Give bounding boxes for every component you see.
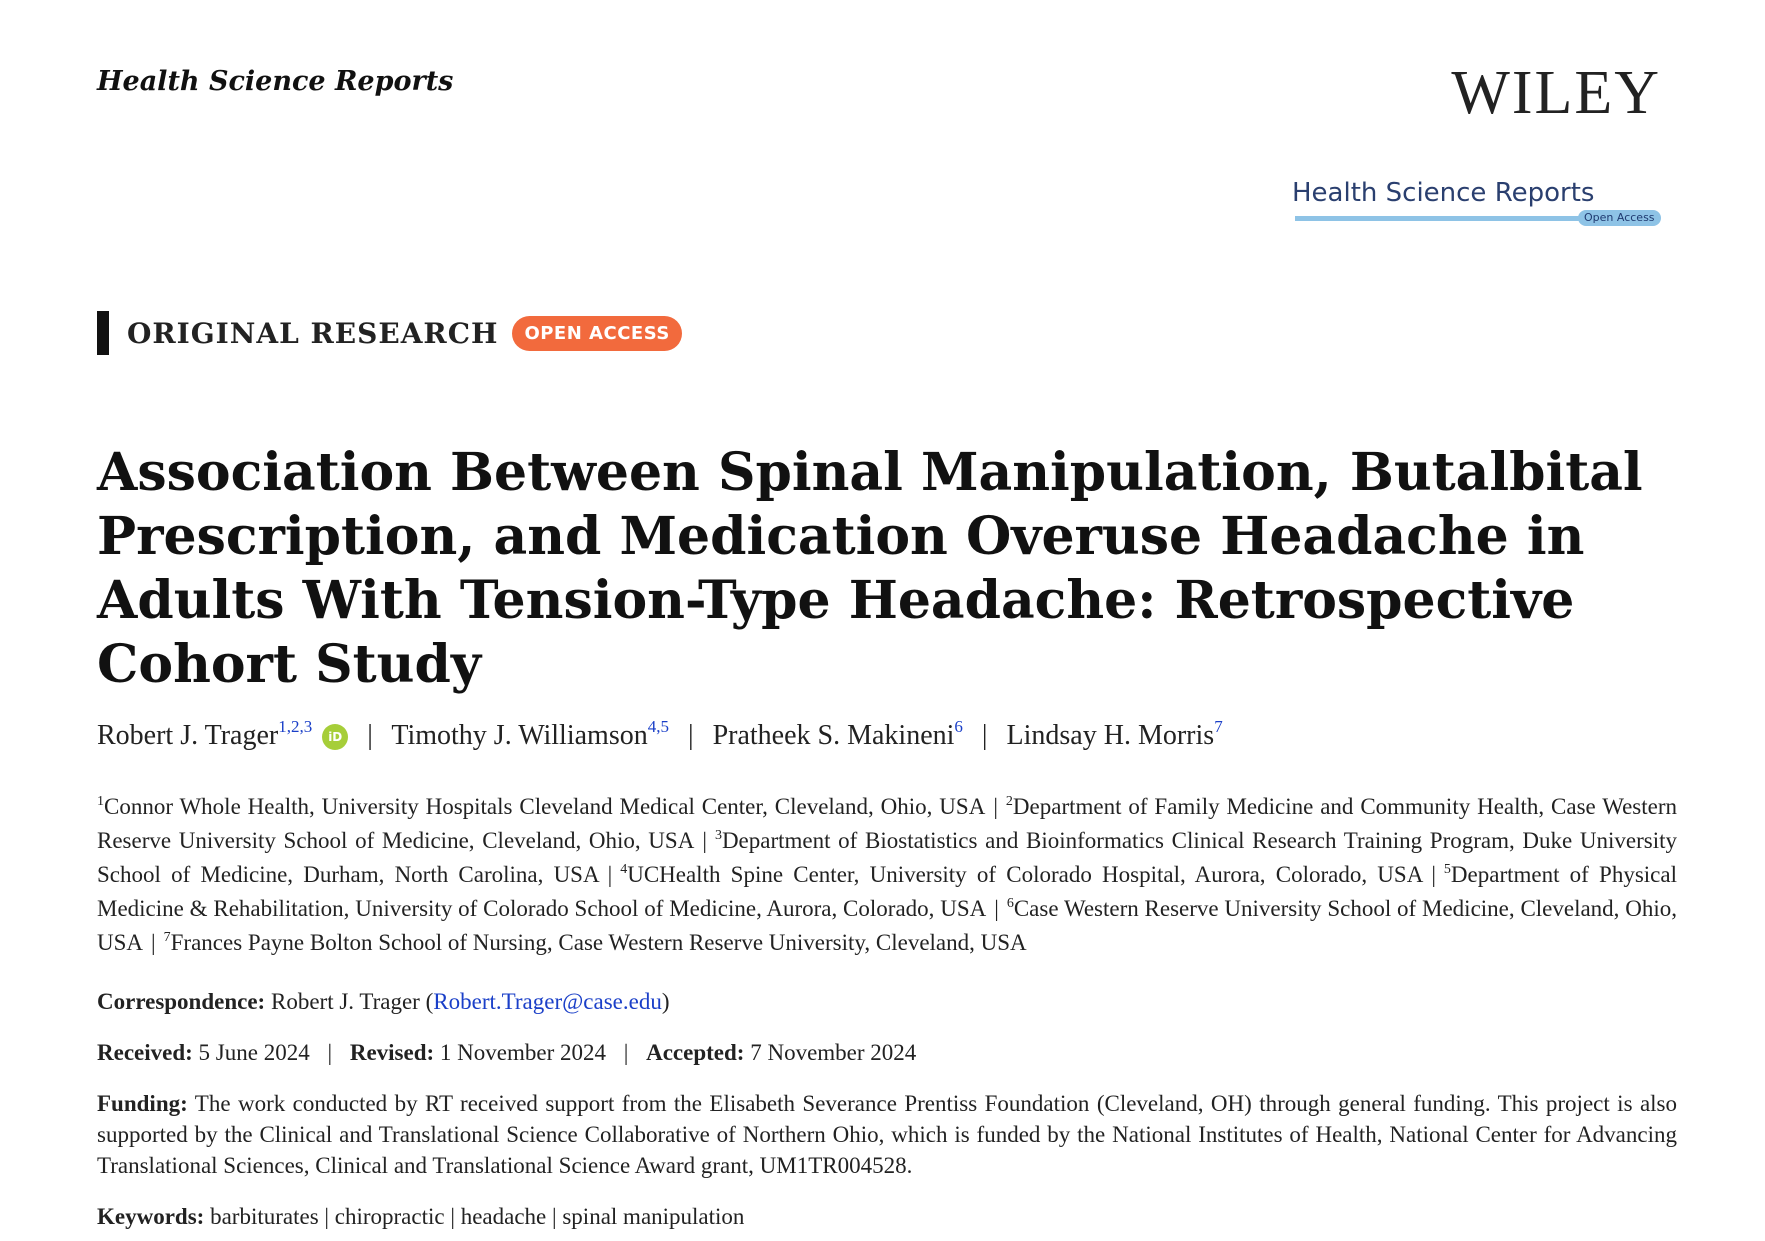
affiliation-text: Department of Biostatistics and Bioinformatics Clinical Research Training Program, Duke University School of Medicine, Durham, North Carolina, USA bbox=[97, 828, 1678, 887]
journal-logo bbox=[1292, 178, 1662, 228]
revised-date: 1 November 2024 bbox=[439, 1040, 606, 1065]
article-type-header bbox=[97, 311, 682, 355]
affiliation-number: 6 bbox=[1006, 896, 1014, 911]
accepted-label: Accepted: bbox=[646, 1040, 745, 1065]
keyword: chiropractic bbox=[334, 1204, 445, 1229]
author-name[interactable]: Robert J. Trager bbox=[97, 720, 279, 751]
keyword: barbiturates bbox=[210, 1204, 319, 1229]
affiliation-text: Department of Physical Medicine & Rehabilitation, University of Colorado School of Medicine, Aurora, Colorado, USA bbox=[97, 862, 1677, 921]
affiliation-separator: | bbox=[607, 862, 613, 887]
author-name[interactable]: Pratheek S. Makineni bbox=[712, 720, 955, 751]
correspondence-open-paren: ( bbox=[425, 989, 434, 1014]
accepted-date: 7 November 2024 bbox=[750, 1040, 917, 1065]
author-name[interactable]: Lindsay H. Morris bbox=[1006, 720, 1215, 751]
correspondence-close-paren: ) bbox=[661, 989, 670, 1014]
date-separator: | bbox=[327, 1040, 333, 1065]
author-separator: | bbox=[687, 720, 694, 751]
affiliation-number: 3 bbox=[714, 828, 722, 843]
keyword-separator: | bbox=[324, 1204, 330, 1229]
affiliation-separator: | bbox=[151, 930, 156, 955]
keywords bbox=[97, 1201, 1677, 1232]
affiliation-text: Frances Payne Bolton School of Nursing, Case Western Reserve University, Cleveland, USA bbox=[170, 930, 1027, 955]
article-title: Association Between Spinal Manipulation, Butalbital Prescription, and Medication Overuse Headache in Adults With Tension-Type Headache: Retrospective Cohort Study bbox=[97, 442, 1643, 695]
journal-title: Health Science Reports bbox=[97, 66, 454, 97]
correspondence bbox=[97, 986, 1677, 1017]
affiliation-list bbox=[97, 790, 1677, 960]
author-separator: | bbox=[981, 720, 988, 751]
author-affiliation-ref[interactable]: 4,5 bbox=[647, 717, 669, 736]
keyword-separator: | bbox=[552, 1204, 557, 1229]
section-marker-bar bbox=[97, 311, 109, 355]
affiliation-separator: | bbox=[994, 896, 999, 921]
affiliation-number: 7 bbox=[163, 930, 171, 945]
revised-label: Revised: bbox=[349, 1040, 435, 1065]
article-dates bbox=[97, 1037, 1677, 1068]
affiliation-separator: | bbox=[702, 828, 707, 853]
received-label: Received: bbox=[97, 1040, 193, 1065]
author-affiliation-ref[interactable]: 1,2,3 bbox=[278, 717, 313, 736]
keyword: spinal manipulation bbox=[562, 1204, 745, 1229]
affiliation-number: 5 bbox=[1443, 862, 1451, 877]
journal-logo-open-access-badge: Open Access bbox=[1578, 210, 1661, 226]
journal-logo-underline bbox=[1295, 216, 1585, 221]
keyword-separator: | bbox=[450, 1204, 455, 1229]
affiliation-text: Connor Whole Health, University Hospitals Cleveland Medical Center, Cleveland, Ohio, USA bbox=[104, 794, 986, 819]
affiliation-number: 1 bbox=[97, 794, 104, 809]
affiliation-separator: | bbox=[993, 794, 998, 819]
orcid-icon[interactable]: iD bbox=[322, 724, 348, 750]
affiliation-text: Department of Family Medicine and Community Health, Case Western Reserve University School of Medicine, Cleveland, Ohio, USA bbox=[97, 794, 1678, 853]
author-affiliation-ref[interactable]: 7 bbox=[1214, 717, 1223, 736]
funding-text: The work conducted by RT received support from the Elisabeth Severance Prentiss Foundation (Cleveland, OH) through general funding. This project is also supported by the Clinical and Translational Science Collaborative of Northern Ohio, which is funded by the National Institutes of Health, National Center for Advancing Translational Sciences, Clinical and Translational Science Award grant, UM1TR004528. bbox=[97, 1091, 1677, 1178]
affiliation-separator: | bbox=[1431, 862, 1436, 887]
funding-label: Funding: bbox=[97, 1091, 188, 1116]
funding-statement bbox=[97, 1088, 1677, 1181]
correspondence-name: Robert J. Trager bbox=[270, 989, 420, 1014]
author-affiliation-ref[interactable]: 6 bbox=[954, 717, 963, 736]
wiley-logo: WILEY bbox=[1451, 59, 1661, 127]
author-separator: | bbox=[367, 720, 373, 751]
correspondence-email-link[interactable]: Robert.Trager@case.edu bbox=[433, 989, 662, 1014]
journal-logo-text: Health Science Reports bbox=[1292, 178, 1595, 208]
open-access-badge: OPEN ACCESS bbox=[512, 316, 681, 351]
keywords-label: Keywords: bbox=[97, 1204, 205, 1229]
received-date: 5 June 2024 bbox=[198, 1040, 310, 1065]
affiliation-number: 4 bbox=[620, 862, 628, 877]
keyword: headache bbox=[460, 1204, 547, 1229]
date-separator: | bbox=[623, 1040, 629, 1065]
affiliation-text: Case Western Reserve University School of Medicine, Cleveland, Ohio, USA bbox=[97, 896, 1677, 955]
author-list bbox=[97, 717, 1223, 752]
affiliation-number: 2 bbox=[1005, 794, 1013, 809]
article-type-label: ORIGINAL RESEARCH bbox=[127, 316, 499, 350]
correspondence-label: Correspondence: bbox=[97, 989, 266, 1014]
affiliation-text: UCHealth Spine Center, University of Colorado Hospital, Aurora, Colorado, USA bbox=[627, 862, 1424, 887]
author-name[interactable]: Timothy J. Williamson bbox=[391, 720, 648, 751]
